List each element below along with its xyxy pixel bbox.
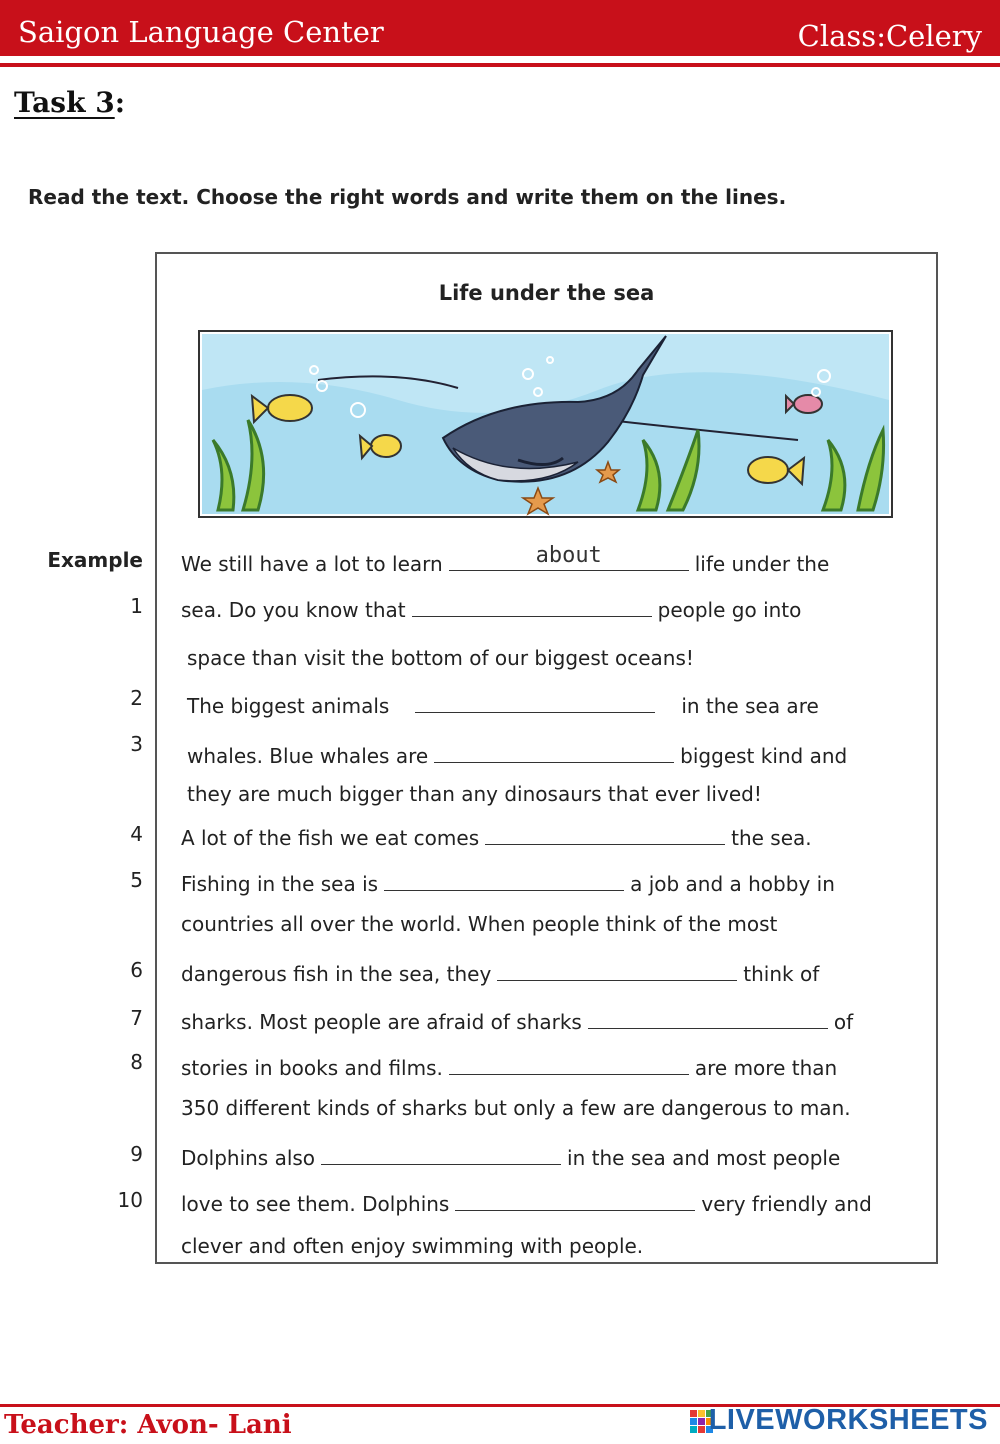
line-text-before: clever and often enjoy swimming with people. <box>181 1234 644 1258</box>
answer-text: about <box>535 543 602 568</box>
teacher-name: Teacher: Avon- Lani <box>4 1410 292 1440</box>
line-text <box>181 868 835 896</box>
school-name: Saigon Language Center <box>18 15 384 49</box>
line-text-before: they are much bigger than any dinosaurs that ever lived! <box>187 782 762 806</box>
line-text-after: the sea. <box>731 826 812 850</box>
line-text-after: a job and a hobby in <box>630 872 835 896</box>
sea-life-illustration-icon <box>198 330 893 518</box>
line-text-before: dangerous fish in the sea, they <box>181 962 492 986</box>
line-text-after: of <box>833 1010 854 1034</box>
answer-blank[interactable] <box>449 543 689 571</box>
line-text <box>181 1096 851 1120</box>
answer-blank[interactable] <box>384 868 624 891</box>
answer-blank[interactable] <box>412 594 652 617</box>
line-text <box>181 1188 872 1216</box>
line-text-before: We still have a lot to learn <box>181 552 443 576</box>
line-label: 7 <box>130 1006 143 1030</box>
line-text-before: The biggest animals <box>187 694 390 718</box>
line-text-after: think of <box>743 962 820 986</box>
task-title-colon: : <box>114 86 126 119</box>
answer-blank[interactable] <box>485 822 725 845</box>
line-text <box>181 1006 853 1034</box>
task-title <box>14 86 125 119</box>
line-text-after: in the sea are <box>681 694 819 718</box>
line-text-after: people go into <box>657 598 802 622</box>
line-text <box>181 1234 643 1258</box>
line-label: 4 <box>130 822 143 846</box>
line-text-before: stories in books and films. <box>181 1056 443 1080</box>
line-text <box>187 690 819 718</box>
line-text-before: 350 different kinds of sharks but only a few are dangerous to man. <box>181 1096 851 1120</box>
line-text <box>181 1052 837 1080</box>
page-header <box>0 0 1000 56</box>
line-text <box>187 782 762 806</box>
answer-blank[interactable] <box>415 690 655 713</box>
line-label: 2 <box>130 686 143 710</box>
line-text <box>187 740 847 768</box>
line-label: 3 <box>130 732 143 756</box>
line-label: 6 <box>130 958 143 982</box>
line-label: 9 <box>130 1142 143 1166</box>
line-label-example: Example <box>47 548 143 572</box>
answer-blank[interactable] <box>434 740 674 763</box>
line-label: 10 <box>117 1188 143 1212</box>
class-name: Class:Celery <box>797 19 982 53</box>
line-label: 5 <box>130 868 143 892</box>
answer-blank[interactable] <box>588 1006 828 1029</box>
line-label: 1 <box>130 594 143 618</box>
answer-blank[interactable] <box>449 1052 689 1075</box>
line-text-before: whales. Blue whales are <box>187 744 429 768</box>
line-text-before: Fishing in the sea is <box>181 872 379 896</box>
line-text <box>181 912 777 936</box>
line-text <box>181 594 801 622</box>
line-text <box>181 1142 840 1170</box>
line-text-before: space than visit the bottom of our biggest oceans! <box>187 646 694 670</box>
answer-blank[interactable] <box>321 1142 561 1165</box>
instruction-text: Read the text. Choose the right words and write them on the lines. <box>28 185 787 209</box>
line-text-before: love to see them. Dolphins <box>181 1192 450 1216</box>
line-text-after: life under the <box>694 552 830 576</box>
line-text-before: Dolphins also <box>181 1146 316 1170</box>
line-text-after: biggest kind and <box>680 744 848 768</box>
task-title-main: Task 3 <box>14 86 115 119</box>
line-text-after: are more than <box>694 1056 838 1080</box>
line-text-before: sharks. Most people are afraid of sharks <box>181 1010 582 1034</box>
header-divider <box>0 63 1000 67</box>
answer-blank[interactable] <box>497 958 737 981</box>
line-text-before: sea. Do you know that <box>181 598 406 622</box>
story-title: Life under the sea <box>438 281 655 305</box>
line-text-after: very friendly and <box>701 1192 872 1216</box>
line-text <box>187 646 694 670</box>
line-label: 8 <box>130 1050 143 1074</box>
answer-blank[interactable] <box>455 1188 695 1211</box>
line-text-after: in the sea and most people <box>567 1146 841 1170</box>
line-text <box>181 543 830 576</box>
brand-name[interactable]: LIVEWORKSHEETS <box>708 1404 988 1436</box>
line-text <box>181 822 812 850</box>
line-text <box>181 958 819 986</box>
line-text-before: countries all over the world. When people think of the most <box>181 912 778 936</box>
line-text-before: A lot of the fish we eat comes <box>181 826 480 850</box>
